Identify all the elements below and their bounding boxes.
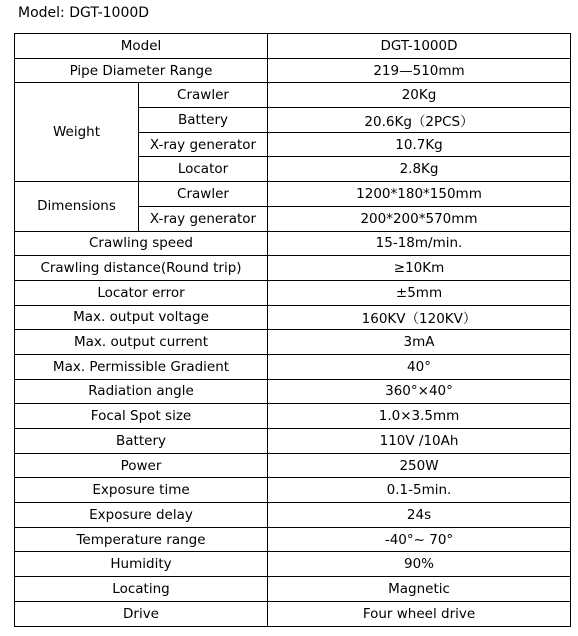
table-row: [15, 305, 571, 330]
table-row: [15, 429, 571, 454]
spec-table: [14, 33, 571, 627]
spec-label: Pipe Diameter Range: [15, 58, 268, 83]
spec-label: Focal Spot size: [15, 404, 268, 429]
spec-value: Magnetic: [268, 577, 571, 602]
spec-value: 110V /10Ah: [268, 429, 571, 454]
spec-label: Max. output current: [15, 330, 268, 355]
spec-value: 219—510mm: [268, 58, 571, 83]
table-row: [15, 552, 571, 577]
spec-label: Humidity: [15, 552, 268, 577]
spec-value: ±5mm: [268, 280, 571, 305]
spec-label: Crawling speed: [15, 231, 268, 256]
spec-value: 90%: [268, 552, 571, 577]
spec-label: Temperature range: [15, 527, 268, 552]
spec-label: Radiation angle: [15, 379, 268, 404]
spec-value: 40°: [268, 354, 571, 379]
spec-value: 0.1-5min.: [268, 478, 571, 503]
spec-sublabel: Crawler: [139, 83, 268, 108]
table-row: [15, 58, 571, 83]
spec-value: 2.8Kg: [268, 157, 571, 182]
spec-label: Locating: [15, 577, 268, 602]
spec-sublabel: X-ray generator: [139, 132, 268, 157]
table-row: [15, 601, 571, 626]
spec-value: 24s: [268, 503, 571, 528]
spec-value: DGT-1000D: [268, 34, 571, 59]
spec-label: Power: [15, 453, 268, 478]
table-row: [15, 503, 571, 528]
table-row: [15, 404, 571, 429]
table-row: [15, 231, 571, 256]
weight-group-label: Weight: [15, 83, 139, 182]
model-heading: Model: DGT-1000D: [18, 5, 150, 21]
table-row: [15, 379, 571, 404]
spec-label: Max. Permissible Gradient: [15, 354, 268, 379]
spec-value: 1.0×3.5mm: [268, 404, 571, 429]
spec-value: 20.6Kg（2PCS）: [268, 108, 571, 133]
spec-value: 1200*180*150mm: [268, 182, 571, 207]
spec-value: 20Kg: [268, 83, 571, 108]
table-row: [15, 577, 571, 602]
dimensions-group-label: Dimensions: [15, 182, 139, 231]
spec-value: 360°×40°: [268, 379, 571, 404]
spec-label: Exposure time: [15, 478, 268, 503]
spec-label: Model: [15, 34, 268, 59]
spec-value: 200*200*570mm: [268, 206, 571, 231]
spec-label: Exposure delay: [15, 503, 268, 528]
spec-value: 250W: [268, 453, 571, 478]
table-row: [15, 453, 571, 478]
table-row: [15, 330, 571, 355]
spec-sublabel: Crawler: [139, 182, 268, 207]
spec-label: Max. output voltage: [15, 305, 268, 330]
spec-value: 15-18m/min.: [268, 231, 571, 256]
spec-value: 10.7Kg: [268, 132, 571, 157]
spec-rows-body: [15, 231, 571, 626]
spec-value: -40°~ 70°: [268, 527, 571, 552]
spec-sublabel: X-ray generator: [139, 206, 268, 231]
spec-label: Drive: [15, 601, 268, 626]
spec-label: Locator error: [15, 280, 268, 305]
table-row: [15, 83, 571, 108]
table-row: [15, 354, 571, 379]
spec-sublabel: Battery: [139, 108, 268, 133]
spec-value: Four wheel drive: [268, 601, 571, 626]
table-row: [15, 182, 571, 207]
table-row: [15, 478, 571, 503]
spec-value: 3mA: [268, 330, 571, 355]
spec-label: Battery: [15, 429, 268, 454]
table-row: [15, 34, 571, 59]
spec-sublabel: Locator: [139, 157, 268, 182]
spec-value: 160KV（120KV）: [268, 305, 571, 330]
table-row: [15, 280, 571, 305]
table-row: [15, 527, 571, 552]
spec-value: ≥10Km: [268, 256, 571, 281]
spec-label: Crawling distance(Round trip): [15, 256, 268, 281]
table-row: [15, 256, 571, 281]
